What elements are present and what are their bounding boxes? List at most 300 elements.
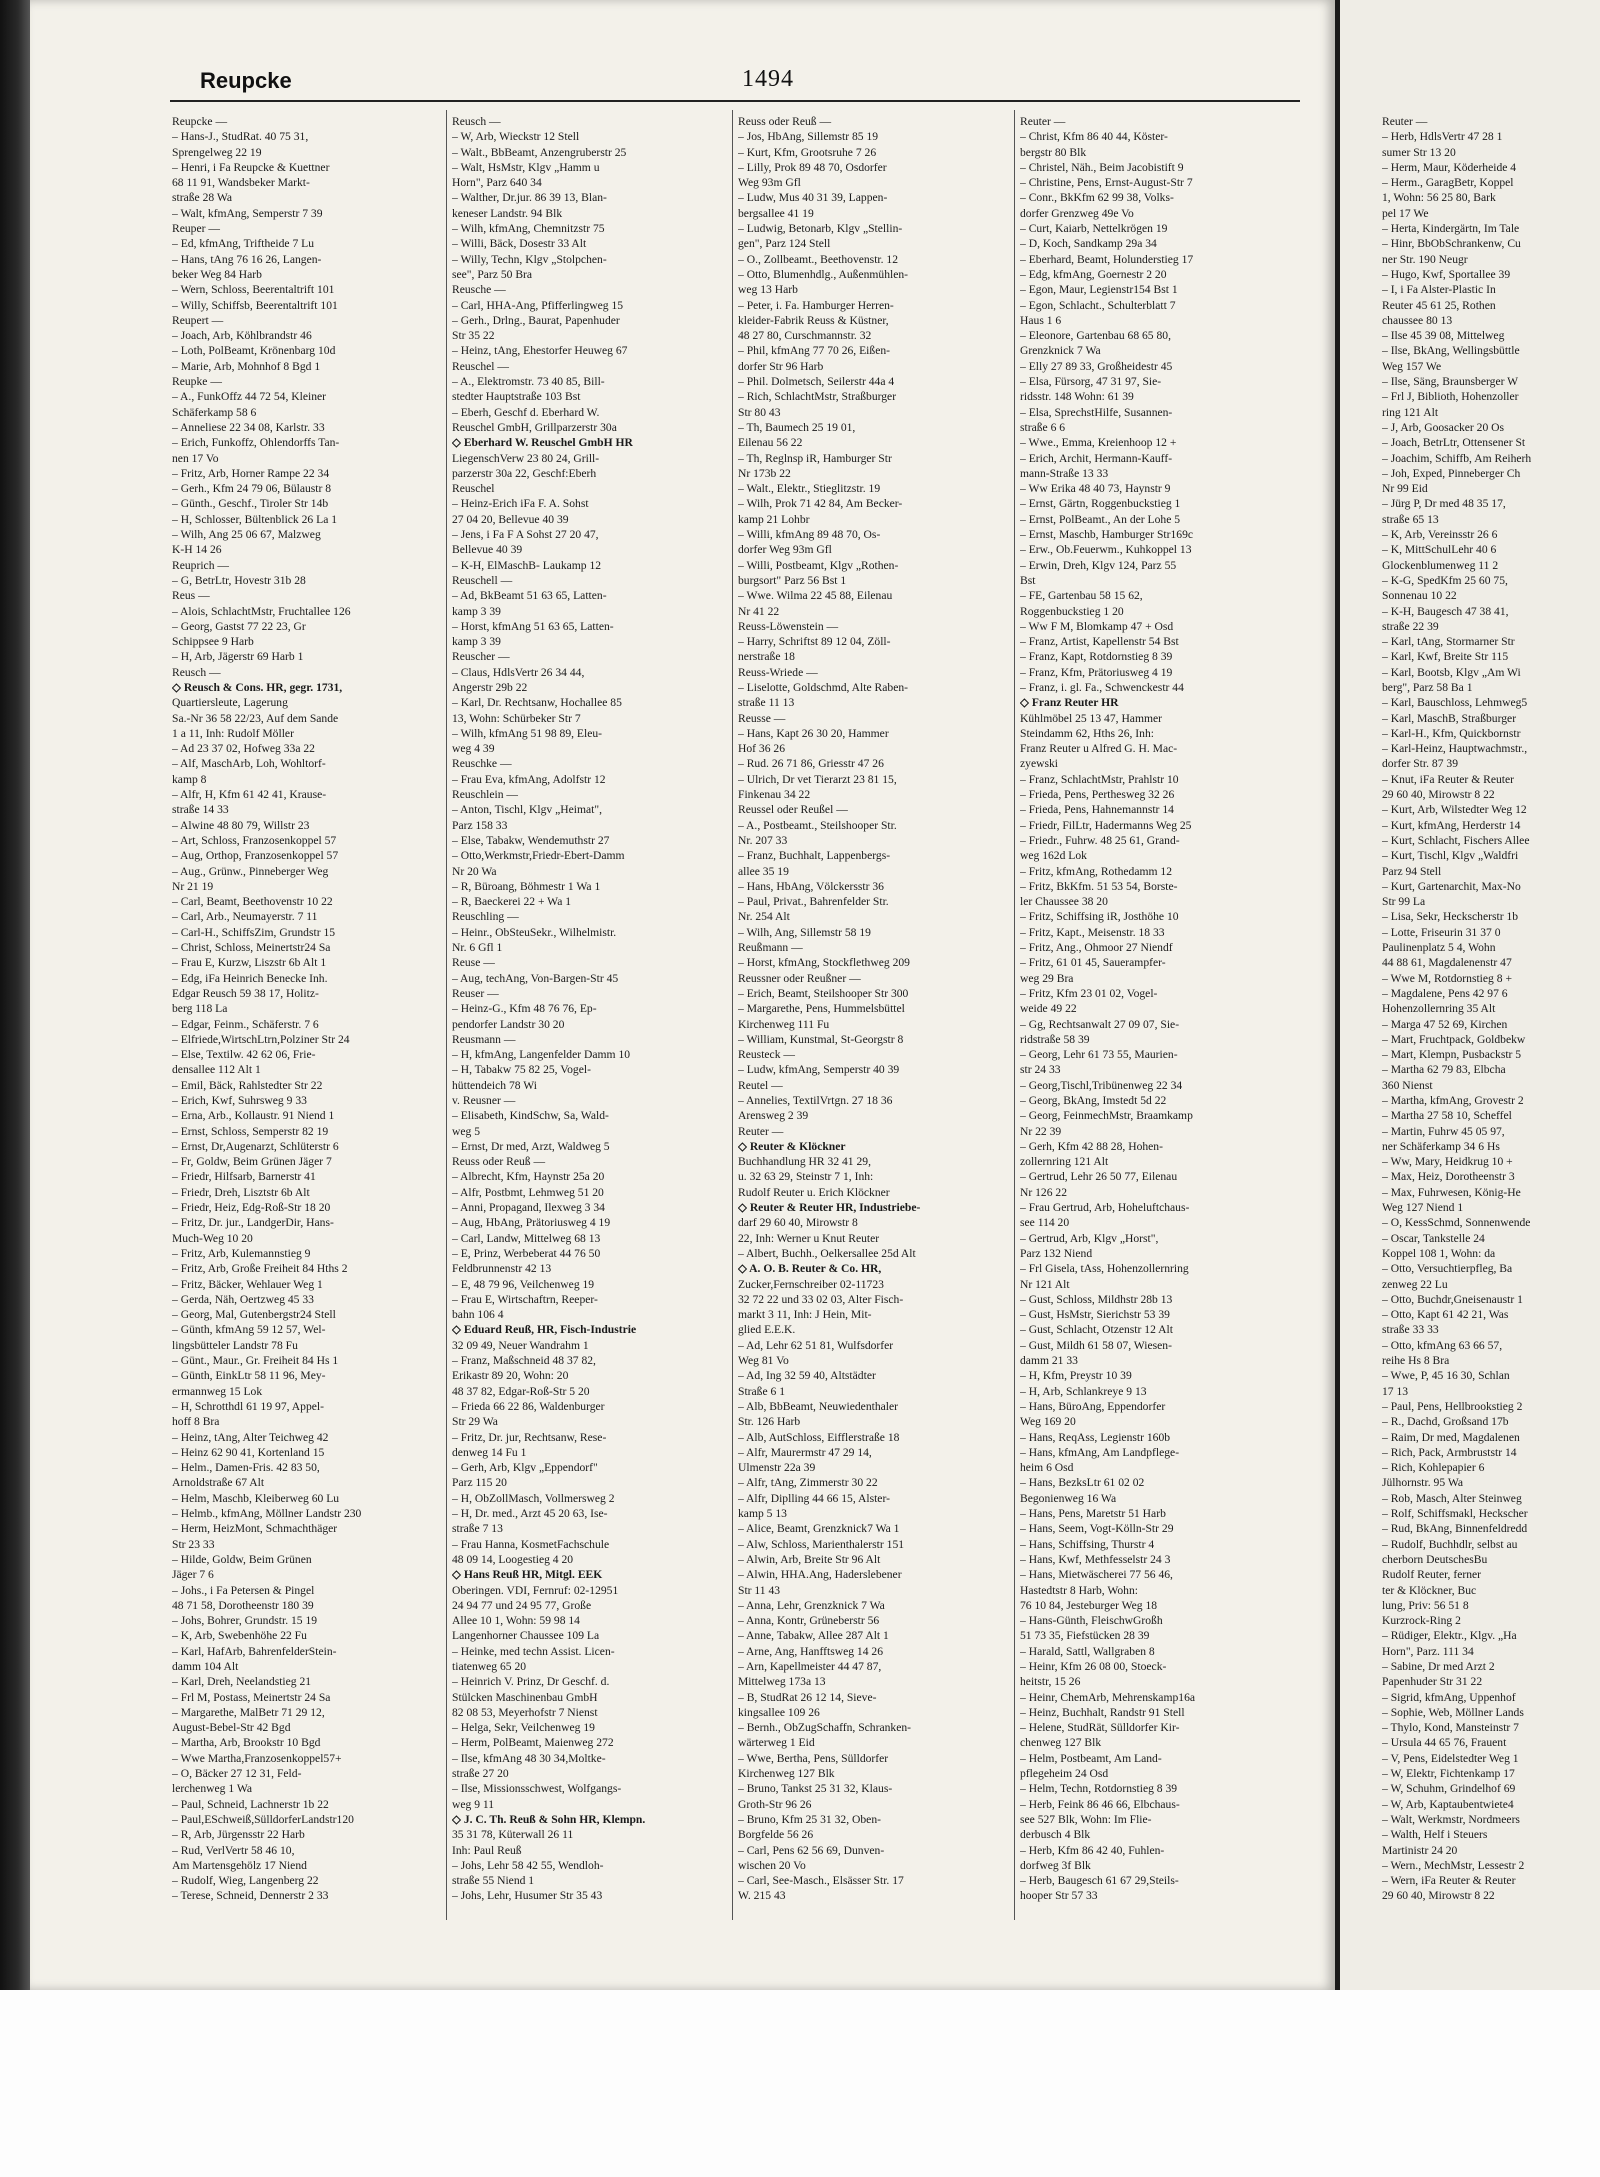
directory-entry: – O., Zollbeamt., Beethovenstr. 12 — [738, 252, 899, 266]
directory-entry: – Erich, Funkoffz, Ohlendorffs Tan- — [172, 436, 340, 450]
directory-entry: – Walt, HsMstr, Klgv „Hamm u — [452, 160, 600, 174]
directory-entry: – Elfriede,WirtschLtrn,Polziner Str 24 — [172, 1032, 350, 1046]
directory-entry: – Friedr., Fuhrw. 48 25 61, Grand- — [1020, 833, 1180, 847]
directory-entry: Hastedtstr 8 Harb, Wohn: — [1020, 1583, 1138, 1597]
directory-entry: Bst — [1020, 573, 1036, 587]
directory-entry: – Aug, Orthop, Franzosenkoppel 57 — [172, 849, 339, 863]
directory-entry: weg 4 39 — [452, 742, 495, 756]
directory-entry: – Heinr, ChemArb, Mehrenskamp16a — [1020, 1690, 1196, 1704]
directory-entry: sumer Str 13 20 — [1382, 145, 1456, 159]
directory-entry: Reuschel GmbH, Grillparzerstr 30a — [452, 420, 617, 434]
directory-entry: Zucker,Fernschreiber 02-11723 — [738, 1277, 884, 1291]
directory-entry: – Gust, Schlacht, Otzenstr 12 Alt — [1020, 1323, 1173, 1337]
directory-entry: weg 9 11 — [452, 1797, 495, 1811]
directory-entry: 1, Wohn: 56 25 80, Bark — [1382, 191, 1496, 205]
directory-entry: ridsstr. 148 Wohn: 61 39 — [1020, 390, 1134, 404]
directory-entry: Str 29 Wa — [452, 1415, 498, 1429]
directory-entry: – Helm, Maschb, Kleiberweg 60 Lu — [172, 1491, 340, 1505]
directory-entry: Borgfelde 56 26 — [738, 1828, 814, 1842]
directory-entry: Oberingen. VDI, Fernruf: 02-12951 — [452, 1583, 619, 1597]
directory-entry: Weg 169 20 — [1020, 1415, 1076, 1429]
directory-entry: – Gerh, Arb, Klgv „Eppendorf" — [452, 1461, 598, 1475]
directory-entry: dorfer Str 96 Harb — [738, 359, 824, 373]
directory-entry: – Alb, BbBeamt, Neuwiedenthaler — [738, 1399, 899, 1413]
directory-entry: – Emil, Bäck, Rahlstedter Str 22 — [172, 1078, 323, 1092]
directory-entry: – Kurt, Gartenarchit, Max-No — [1382, 879, 1521, 893]
directory-entry: – Kurt, kfmAng, Herderstr 14 — [1382, 818, 1521, 832]
directory-entry: – Fritz, Schiffsing iR, Josthöhe 10 — [1020, 910, 1179, 924]
directory-entry: – Sabine, Dr med Arzt 2 — [1382, 1659, 1495, 1673]
directory-entry: – Herm, PolBeamt, Maienweg 272 — [452, 1736, 614, 1750]
directory-entry: bergsallee 41 19 — [738, 206, 814, 220]
directory-entry: dorfer Grenzweg 49e Vo — [1020, 206, 1134, 220]
directory-entry: – Wwe Martha,Franzosenkoppel57+ — [172, 1751, 342, 1765]
directory-entry: – Hilde, Goldw, Beim Grünen — [172, 1552, 312, 1566]
directory-entry: – Wern, iFa Reuter & Reuter — [1382, 1874, 1516, 1888]
directory-entry: – Ludwig, Betonarb, Klgv „Stellin- — [738, 222, 903, 236]
directory-entry: kamp 8 — [172, 772, 207, 786]
directory-entry: burgsort" Parz 56 Bst 1 — [738, 573, 847, 587]
facing-page-column — [1382, 114, 1600, 1904]
directory-entry: glied E.E.K. — [738, 1323, 796, 1337]
directory-entry: – Alb, AutSchloss, Eifflerstraße 18 — [738, 1430, 900, 1444]
directory-entry: lerchenweg 1 Wa — [172, 1782, 252, 1796]
directory-entry: Horn", Parz. 111 34 — [1382, 1644, 1474, 1658]
directory-entry: – Frau E, Wirtschaftrn, Reeper- — [452, 1292, 598, 1306]
directory-entry: – Hans, tAng 76 16 26, Langen- — [172, 252, 322, 266]
directory-entry: – Wilh, Ang, Sillemstr 58 19 — [738, 925, 871, 939]
directory-entry: – Ernst, Dr,Augenarzt, Schlüterstr 6 — [172, 1139, 339, 1153]
directory-entry: zyewski — [1020, 757, 1058, 771]
directory-entry: – Erna, Arb., Kollaustr. 91 Niend 1 — [172, 1109, 335, 1123]
directory-entry: – R, Baeckerei 22 + Wa 1 — [452, 895, 572, 909]
directory-entry: – Alwine 48 80 79, Willstr 23 — [172, 818, 310, 832]
directory-entry: 1 a 11, Inh: Rudolf Möller — [172, 726, 294, 740]
directory-entry: – Hans, ReqAss, Legienstr 160b — [1020, 1430, 1171, 1444]
directory-entry: – Terese, Schneid, Dennerstr 2 33 — [172, 1889, 329, 1903]
directory-entry: ◇ Eduard Reuß, HR, Fisch-Industrie — [452, 1323, 637, 1337]
directory-entry: – Heinz, tAng, Ehestorfer Heuweg 67 — [452, 344, 628, 358]
directory-entry: 22, Inh: Werner u Knut Reuter — [738, 1231, 880, 1245]
directory-entry: – Fritz, Arb, Große Freiheit 84 Hths 2 — [172, 1262, 348, 1276]
directory-entry: Jäger 7 6 — [172, 1568, 214, 1582]
directory-entry: – A., Elektromstr. 73 40 85, Bill- — [452, 375, 605, 389]
directory-entry: – Herb, Feink 86 46 66, Elbchaus- — [1020, 1797, 1180, 1811]
directory-entry: – Henri, i Fa Reupcke & Kuettner — [172, 160, 330, 174]
directory-entry: – Karl, MaschB, Straßburger — [1382, 711, 1517, 725]
directory-entry: pel 17 We — [1382, 206, 1429, 220]
directory-entry: – Christine, Pens, Ernst-August-Str 7 — [1020, 176, 1193, 190]
directory-entry: – Johs, Bohrer, Grundstr. 15 19 — [172, 1614, 318, 1628]
directory-entry: 24 94 77 und 24 95 77, Große — [452, 1598, 592, 1612]
directory-entry: – Fritz, Bäcker, Wehlauer Weg 1 — [172, 1277, 323, 1291]
directory-entry: – Claus, HdlsVertr 26 34 44, — [452, 665, 585, 679]
directory-entry: – Johs, Lehr 58 42 55, Wendloh- — [452, 1858, 604, 1872]
directory-entry: August-Bebel-Str 42 Bgd — [172, 1721, 291, 1735]
directory-entry: Jülhornstr. 95 Wa — [1382, 1476, 1463, 1490]
directory-entry: – Ww F M, Blomkamp 47 + Osd — [1020, 619, 1174, 633]
directory-entry: – Otto, Versuchtierpfleg, Ba — [1382, 1262, 1513, 1276]
directory-entry: berg 118 La — [172, 1002, 228, 1016]
directory-entry: – Carl, Arb., Neumayerstr. 7 11 — [172, 910, 318, 924]
directory-entry: – Heinz-G., Kfm 48 76 76, Ep- — [452, 1002, 597, 1016]
directory-entry: Sa.-Nr 36 58 22/23, Auf dem Sande — [172, 711, 339, 725]
directory-entry: nerstraße 18 — [738, 650, 795, 664]
directory-entry: weg 13 Harb — [738, 283, 798, 297]
directory-entry: – Wilh, kfmAng, Chemnitzstr 75 — [452, 222, 605, 236]
directory-entry: – Otto, Buchdr,Gneisenaustr 1 — [1382, 1292, 1523, 1306]
directory-entry: – Rüdiger, Elektr., Klgv. „Ha — [1382, 1629, 1517, 1643]
directory-entry: nen 17 Vo — [172, 451, 219, 465]
directory-entry: – Ad, BkBeamt 51 63 65, Latten- — [452, 589, 607, 603]
directory-entry: – Kurt, Schlacht, Fischers Allee — [1382, 833, 1530, 847]
directory-entry: – Rudolf, Buchhdlr, selbst au — [1382, 1537, 1518, 1551]
directory-entry: Reusche — — [452, 283, 506, 297]
directory-entry: – Alw, Schloss, Marienthalerstr 151 — [738, 1537, 905, 1551]
directory-entry: – Edg, iFa Heinrich Benecke Inh. — [172, 971, 328, 985]
directory-entry: reihe Hs 8 Bra — [1382, 1354, 1450, 1368]
directory-column-4 — [1020, 114, 1290, 1904]
directory-entry: – Helga, Sekr, Veilchenweg 19 — [452, 1721, 595, 1735]
directory-entry: Nr 173b 22 — [738, 466, 791, 480]
directory-entry: Hohenzollernring 35 Alt — [1382, 1002, 1496, 1016]
directory-entry: pflegeheim 24 Osd — [1020, 1767, 1109, 1781]
directory-entry: – Helm, Postbeamt, Am Land- — [1020, 1751, 1162, 1765]
header-rule — [170, 100, 1300, 102]
directory-entry: Reupcke — — [172, 115, 228, 128]
directory-entry: – Alf, MaschArb, Loh, Wohltorf- — [172, 757, 326, 771]
directory-entry: Reuss oder Reuß — — [452, 1155, 546, 1169]
directory-entry: Am Martensgehölz 17 Niend — [172, 1858, 307, 1872]
directory-entry: – Egon, Maur, Legienstr154 Bst 1 — [1020, 283, 1178, 297]
directory-entry: Reuper — — [172, 222, 220, 236]
directory-entry: – Ilse, kfmAng 48 30 34,Moltke- — [452, 1751, 606, 1765]
directory-entry: – Ad, Lehr 62 51 81, Wulfsdorfer — [738, 1338, 894, 1352]
directory-entry: – Hugo, Kwf, Sportallee 39 — [1382, 267, 1511, 281]
directory-entry: – Johs, Lehr, Husumer Str 35 43 — [452, 1889, 603, 1903]
directory-entry: – Herb, Baugesch 61 67 29,Steils- — [1020, 1874, 1179, 1888]
directory-entry: stedter Hauptstraße 103 Bst — [452, 390, 581, 404]
directory-entry: 17 13 — [1382, 1384, 1409, 1398]
directory-entry: – Karl, Bauschloss, Lehmweg5 — [1382, 696, 1528, 710]
directory-entry: – Herb, Kfm 86 42 40, Fuhlen- — [1020, 1843, 1165, 1857]
directory-entry: – Wern, Schloss, Beerentaltrift 101 — [172, 283, 335, 297]
directory-entry: – Sophie, Web, Möllner Lands — [1382, 1705, 1524, 1719]
directory-entry: Reuschling — — [452, 910, 519, 924]
directory-entry: 13, Wohn: Schürbeker Str 7 — [452, 711, 581, 725]
directory-entry: straße 65 13 — [1382, 512, 1439, 526]
directory-entry: dorfer Str. 87 39 — [1382, 757, 1458, 771]
directory-entry: bahn 106 4 — [452, 1308, 504, 1322]
directory-entry: – Willi, kfmAng 89 48 70, Os- — [738, 528, 881, 542]
directory-entry: Inh: Paul Reuß — [452, 1843, 522, 1857]
directory-entry: zollernring 121 Alt — [1020, 1155, 1109, 1169]
directory-entry: – Georg, Gastst 77 22 23, Gr — [172, 619, 306, 633]
directory-entry: 32 09 49, Neuer Wandrahm 1 — [452, 1338, 589, 1352]
directory-entry: – Christ, Schloss, Meinertstr24 Sa — [172, 941, 331, 955]
directory-entry: – Ernst, Gärtn, Roggenbuckstieg 1 — [1020, 497, 1181, 511]
directory-entry: Reutel — — [738, 1078, 783, 1092]
directory-entry: – Paul, Schneid, Lachnerstr 1b 22 — [172, 1797, 329, 1811]
directory-entry: – Rud. 26 71 86, Griesstr 47 26 — [738, 757, 884, 771]
directory-entry: ◇ Hans Reuß HR, Mitgl. EEK — [452, 1568, 603, 1582]
directory-entry: – Bruno, Kfm 25 31 32, Oben- — [738, 1812, 881, 1826]
directory-entry: Eilenau 56 22 — [738, 436, 803, 450]
directory-entry: – Elisabeth, KindSchw, Sa, Wald- — [452, 1109, 609, 1123]
directory-entry: – Mart, Fruchtpack, Goldbekw — [1382, 1032, 1526, 1046]
directory-entry: Reuprich — — [172, 558, 229, 572]
directory-entry: Reussel oder Reußel — — [738, 803, 848, 817]
directory-entry: Str. 126 Harb — [738, 1415, 801, 1429]
directory-entry: – Elly 27 89 33, Großheidestr 45 — [1020, 359, 1173, 373]
directory-entry: – Anton, Tischl, Klgv „Heimat", — [452, 803, 602, 817]
directory-entry: 48 09 14, Loogestieg 4 20 — [452, 1552, 574, 1566]
directory-entry: – Karl-Heinz, Hauptwachmstr., — [1382, 742, 1528, 756]
directory-entry: Weg 157 We — [1382, 359, 1442, 373]
directory-entry: – Max, Fuhrwesen, König-He — [1382, 1185, 1521, 1199]
directory-entry: Steindamm 62, Hths 26, Inh: — [1020, 726, 1154, 740]
directory-entry: – Alfr, Diplling 44 66 15, Alster- — [738, 1491, 890, 1505]
directory-entry: – Willy, Techn, Klgv „Stolpchen- — [452, 252, 607, 266]
directory-entry: – Karl-H., Kfm, Quickbornstr — [1382, 726, 1521, 740]
directory-entry: 48 27 80, Curschmannstr. 32 — [738, 329, 872, 343]
directory-entry: – Gust, Mildh 61 58 07, Wiesen- — [1020, 1338, 1172, 1352]
directory-entry: – Frl J, Biblioth, Hohenzoller — [1382, 390, 1519, 404]
directory-entry: Begonienweg 16 Wa — [1020, 1491, 1117, 1505]
directory-entry: – Jens, i Fa F A Sohst 27 20 47, — [452, 528, 599, 542]
directory-entry: Reusse — — [738, 711, 786, 725]
directory-entry: – Erich, Kwf, Suhrsweg 9 33 — [172, 1094, 307, 1107]
directory-entry: – Frau Eva, kfmAng, Adolfstr 12 — [452, 772, 606, 786]
directory-entry: – Ernst, Dr med, Arzt, Waldweg 5 — [452, 1139, 610, 1153]
directory-entry: lingsbütteler Landstr 78 Fu — [172, 1338, 298, 1352]
directory-entry: weg 5 — [452, 1124, 481, 1138]
directory-entry: – Fritz, Ang., Ohmoor 27 Niendf — [1020, 941, 1173, 955]
directory-entry: – Bruno, Tankst 25 31 32, Klaus- — [738, 1782, 893, 1796]
directory-entry: – Rich, Pack, Armbruststr 14 — [1382, 1445, 1517, 1459]
directory-entry: Reuter — — [1382, 115, 1428, 128]
directory-entry: mann-Straße 13 33 — [1020, 466, 1109, 480]
directory-entry: – Gerda, Näh, Oertzweg 45 33 — [172, 1292, 314, 1306]
directory-entry: – Heinke, med techn Assist. Licen- — [452, 1644, 615, 1658]
directory-entry: – Günth, EinkLtr 58 11 96, Mey- — [172, 1369, 326, 1383]
directory-entry: damm 104 Alt — [172, 1659, 239, 1673]
directory-entry: Sprengelweg 22 19 — [172, 145, 262, 159]
directory-entry: ter & Klöckner, Buc — [1382, 1583, 1477, 1597]
directory-entry: ring 121 Alt — [1382, 405, 1439, 419]
directory-entry: – K-G, SpedKfm 25 60 75, — [1382, 573, 1508, 587]
directory-entry: Kirchenweg 111 Fu — [738, 1017, 830, 1031]
directory-entry: ◇ Reusch & Cons. HR, gegr. 1731, — [172, 680, 343, 694]
directory-entry: – Alfr, Postbmt, Lehmweg 51 20 — [452, 1185, 604, 1199]
directory-entry: – Edgar, Feinm., Schäferstr. 7 6 — [172, 1017, 319, 1031]
directory-entry: – Ilse, Säng, Braunsberger W — [1382, 375, 1519, 389]
directory-entry: Reusch — — [452, 115, 501, 128]
directory-entry: – Gust, Schloss, Mildhstr 28b 13 — [1020, 1292, 1173, 1306]
directory-entry: Nr 21 19 — [172, 879, 214, 893]
directory-entry: Reusteck — — [738, 1048, 795, 1062]
directory-entry: – Georg, BkAng, Imstedt 5d 22 — [1020, 1094, 1167, 1107]
directory-entry: – A., FunkOffz 44 72 54, Kleiner — [172, 390, 327, 404]
directory-entry: – Wilh, Prok 71 42 84, Am Becker- — [738, 497, 903, 511]
directory-entry: – Günth., Geschf., Tiroler Str 14b — [172, 497, 329, 511]
directory-entry: – Fritz, kfmAng, Rothedamm 12 — [1020, 864, 1172, 878]
directory-entry: – Georg, Lehr 61 73 55, Maurien- — [1020, 1048, 1178, 1062]
directory-entry: – Alice, Beamt, Grenzknick7 Wa 1 — [738, 1522, 900, 1536]
directory-entry: Nr 22 39 — [1020, 1124, 1062, 1138]
directory-entry: – Walt, Werkmstr, Nordmeers — [1382, 1812, 1520, 1826]
directory-entry: – Hans, Seem, Vogt-Kölln-Str 29 — [1020, 1522, 1174, 1536]
directory-entry: Nr. 207 33 — [738, 833, 788, 847]
directory-entry: derbusch 4 Blk — [1020, 1828, 1091, 1842]
directory-entry: – Carl, Pens 62 56 69, Dunven- — [738, 1843, 885, 1857]
directory-entry: keneser Landstr. 94 Blk — [452, 206, 563, 220]
directory-entry: – Wern., MechMstr, Lessestr 2 — [1382, 1858, 1525, 1872]
directory-entry: – Georg,Tischl,Tribünenweg 22 34 — [1020, 1078, 1183, 1092]
directory-entry: – B, StudRat 26 12 14, Sieve- — [738, 1690, 877, 1704]
directory-entry: 48 37 82, Edgar-Roß-Str 5 20 — [452, 1384, 590, 1398]
directory-entry: – Joachim, Schiffb, Am Reiherh — [1382, 451, 1532, 465]
directory-entry: – Wwe, Bertha, Pens, Sülldorfer — [738, 1751, 889, 1765]
directory-entry: Schäferkamp 58 6 — [172, 405, 257, 419]
directory-entry: – Friedr, Dreh, Lisztstr 6b Alt — [172, 1185, 310, 1199]
directory-entry: – Christel, Näh., Beim Jacobistift 9 — [1020, 160, 1184, 174]
directory-entry: – Bernh., ObZugSchaffn, Schranken- — [738, 1721, 912, 1735]
directory-entry: – Friedr, Hilfsarb, Barnerstr 41 — [172, 1170, 316, 1184]
column-divider — [1014, 110, 1015, 1920]
directory-entry: Langenhorner Chaussee 109 La — [452, 1629, 600, 1643]
directory-entry: straße 11 13 — [738, 696, 795, 710]
directory-entry: Reus — — [172, 589, 210, 603]
directory-entry: – Karl, tAng, Stormarner Str — [1382, 635, 1515, 649]
directory-entry: – Otto, kfmAng 63 66 57, — [1382, 1338, 1503, 1352]
directory-entry: – Franz, Artist, Kapellenstr 54 Bst — [1020, 635, 1179, 649]
directory-entry: – Gerh., Drlng., Baurat, Papenhuder — [452, 313, 620, 327]
directory-entry: Kurzrock-Ring 2 — [1382, 1614, 1461, 1628]
directory-entry: – O, Bäcker 27 12 31, Feld- — [172, 1767, 302, 1781]
directory-entry: – Annelies, TextilVrtgn. 27 18 36 — [738, 1094, 893, 1107]
directory-entry: hüttendeich 78 Wi — [452, 1078, 537, 1092]
directory-entry: – Frl M, Postass, Meinertstr 24 Sa — [172, 1690, 331, 1704]
directory-entry: – J, Arb, Goosacker 20 Os — [1382, 420, 1505, 434]
running-head: Reupcke — [200, 68, 292, 93]
directory-entry: kleider-Fabrik Reuss & Küstner, — [738, 313, 889, 327]
directory-entry: Nr. 254 Alt — [738, 910, 790, 924]
directory-entry: – K-H, ElMaschB- Laukamp 12 — [452, 558, 602, 572]
directory-entry: – Fritz, Dr. jur, Rechtsanw, Rese- — [452, 1430, 607, 1444]
directory-entry: see 114 20 — [1020, 1216, 1070, 1230]
directory-entry: Groth-Str 96 26 — [738, 1797, 812, 1811]
directory-entry: K-H 14 26 — [172, 543, 222, 557]
directory-entry: – R, Arb, Jürgensstr 22 Harb — [172, 1828, 305, 1842]
directory-entry: gen", Parz 124 Stell — [738, 237, 831, 251]
directory-entry: Reuter 45 61 25, Rothen — [1382, 298, 1496, 312]
directory-entry: – Sigrid, kfmAng, Uppenhof — [1382, 1690, 1516, 1704]
directory-entry: kamp 3 39 — [452, 635, 501, 649]
directory-entry: – Edg, kfmAng, Goernestr 2 20 — [1020, 267, 1167, 281]
directory-entry: – Fritz, BkKfm. 51 53 54, Borste- — [1020, 879, 1178, 893]
directory-entry: Reuscher — — [452, 650, 510, 664]
directory-entry: – Alois, SchlachtMstr, Fruchtallee 126 — [172, 604, 351, 618]
directory-entry: – Heinr., ObSteuSekr., Wilhelmistr. — [452, 925, 617, 939]
directory-entry: – H, Arb, Jägerstr 69 Harb 1 — [172, 650, 304, 664]
directory-entry: pendorfer Landstr 30 20 — [452, 1017, 565, 1031]
directory-entry: Str 99 La — [1382, 895, 1426, 909]
directory-entry: 32 72 22 und 33 02 03, Alter Fisch- — [738, 1292, 904, 1306]
directory-entry: – Loth, PolBeamt, Krönenbarg 10d — [172, 344, 336, 358]
directory-entry: Str 35 22 — [452, 329, 495, 343]
directory-entry: Reußmann — — [738, 941, 803, 955]
directory-entry: – Ursula 44 65 76, Frauent — [1382, 1736, 1507, 1750]
directory-entry: – Wilh, kfmAng 51 98 89, Eleu- — [452, 726, 603, 740]
directory-entry: – Frl Gisela, tAss, Hohenzollernring — [1020, 1262, 1189, 1276]
directory-entry: – Albert, Buchh., Oelkersallee 25d Alt — [738, 1246, 916, 1260]
directory-entry: – Hans, Kapt 26 30 20, Hammer — [738, 726, 889, 740]
directory-entry: – Carl, See-Masch., Elsässer Str. 17 — [738, 1874, 904, 1888]
directory-entry: – Ernst, Schloss, Semperstr 82 19 — [172, 1124, 329, 1138]
directory-entry: Ulmenstr 22a 39 — [738, 1461, 816, 1475]
directory-entry: – Helmb., kfmAng, Möllner Landstr 230 — [172, 1507, 362, 1521]
directory-entry: ◇ Franz Reuter HR — [1020, 696, 1119, 710]
directory-entry: – Lilly, Prok 89 48 70, Osdorfer — [738, 160, 887, 174]
directory-entry: Hof 36 26 — [738, 742, 786, 756]
directory-entry: – Fr, Goldw, Beim Grünen Jäger 7 — [172, 1155, 332, 1169]
directory-entry: ◇ J. C. Th. Reuß & Sohn HR, Klempn. — [452, 1812, 646, 1826]
directory-entry: darf 29 60 40, Mirowstr 8 — [738, 1216, 858, 1230]
directory-entry: – Egon, Schlacht., Schulterblatt 7 — [1020, 298, 1176, 312]
directory-entry: – Ernst, Maschb, Hamburger Str169c — [1020, 528, 1194, 542]
directory-entry: – Franz, Buchhalt, Lappenbergs- — [738, 849, 891, 863]
directory-entry: – Franz, Kfm, Prätoriusweg 4 19 — [1020, 665, 1173, 679]
directory-entry: – Kurt, Tischl, Klgv „Waldfri — [1382, 849, 1519, 863]
directory-entry: – Friedr, Heiz, Edg-Roß-Str 18 20 — [172, 1201, 331, 1215]
directory-entry: – Franz, SchlachtMstr, Prahlstr 10 — [1020, 772, 1179, 786]
directory-entry: – Anne, Tabakw, Allee 287 Alt 1 — [738, 1629, 889, 1643]
directory-entry: – William, Kunstmal, St-Georgstr 8 — [738, 1032, 904, 1046]
directory-entry: hoff 8 Bra — [172, 1415, 220, 1429]
directory-entry: – Lisa, Sekr, Heckscherstr 1b — [1382, 910, 1519, 924]
directory-column-3 — [738, 114, 1008, 1904]
directory-entry: – Ad 23 37 02, Hofweg 33a 22 — [172, 742, 315, 756]
directory-entry: – Alwin, HHA.Ang, Haderslebener — [738, 1568, 902, 1582]
directory-entry: – K, Arb, Vereinsstr 26 6 — [1382, 528, 1498, 542]
directory-entry: – Rud, BkAng, Binnenfeldredd — [1382, 1522, 1528, 1536]
directory-entry: 29 60 40, Mirowstr 8 22 — [1382, 1889, 1495, 1903]
directory-entry: Nr. 6 Gfl 1 — [452, 941, 503, 955]
directory-entry: – Martha 62 79 83, Elbcha — [1382, 1063, 1506, 1077]
directory-entry: – Horst, kfmAng, Stockflethweg 209 — [738, 956, 910, 970]
directory-entry: Reuschlein — — [452, 788, 519, 802]
directory-entry: – Otto,Werkmstr,Friedr-Ebert-Damm — [452, 849, 625, 863]
directory-entry: – Erich, Beamt, Steilshooper Str 300 — [738, 986, 909, 1000]
directory-entry: – Alfr, tAng, Zimmerstr 30 22 — [738, 1476, 878, 1490]
directory-entry: – Heinrich V. Prinz, Dr Geschf. d. — [452, 1675, 610, 1689]
directory-entry: Nr 41 22 — [738, 604, 780, 618]
directory-entry: – Eberhard, Beamt, Holunderstieg 17 — [1020, 252, 1194, 266]
directory-entry: – Curt, Kaiarb, Nettelkrögen 19 — [1020, 222, 1168, 236]
directory-entry: – Paul, Pens, Hellbrookstieg 2 — [1382, 1399, 1523, 1413]
directory-entry: – Gertrud, Arb, Klgv „Horst", — [1020, 1231, 1159, 1245]
directory-entry: – K, Arb, Swebenhöhe 22 Fu — [172, 1629, 307, 1643]
directory-entry: Parz 158 33 — [452, 818, 508, 832]
directory-entry: 44 88 61, Magdalenenstr 47 — [1382, 956, 1512, 970]
directory-entry: Much-Weg 10 20 — [172, 1231, 253, 1245]
directory-entry: – H, Arb, Schlankreye 9 13 — [1020, 1384, 1147, 1398]
directory-entry: – Ilse, BkAng, Wellingsbüttle — [1382, 344, 1520, 358]
directory-entry: – Jos, HbAng, Sillemstr 85 19 — [738, 130, 879, 144]
directory-entry: – Marga 47 52 69, Kirchen — [1382, 1017, 1508, 1031]
directory-entry: Parz 115 20 — [452, 1476, 507, 1490]
